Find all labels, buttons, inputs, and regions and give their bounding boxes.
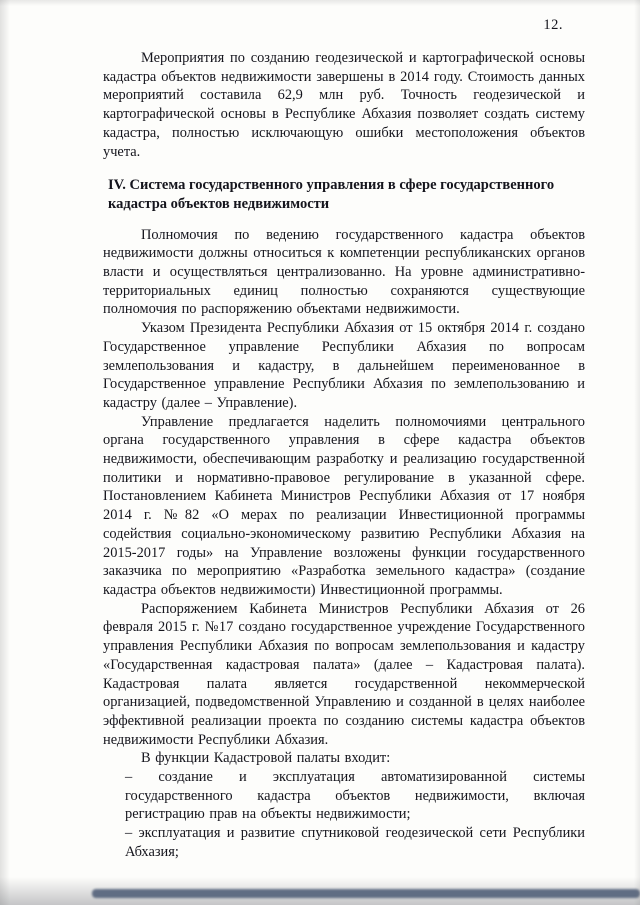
scan-edge-right <box>634 0 640 905</box>
paragraph-functions-intro: В функции Кадастровой палаты входит: <box>141 750 391 767</box>
section-heading-iv: IV. Система государственного управления в сфере государственного кадастра объектов недвижимости <box>108 177 555 212</box>
paragraph-geodesic-basis: Мероприятия по созданию геодезической и картографической основы кадастра объектов недвижимости завершены в 2014 году. Стоимость данных мероприятий составила 62,9 млн руб. Точность геодезической и картографической основы в Республике Абхазия позволяет создать систему кадастра, полностью исключающую ошибки местоположения объектов учета. <box>103 50 585 160</box>
paragraph-cadastral-chamber: Распоряжением Кабинета Министров Республики Абхазия от 26 февраля 2015 г. №17 создано государственное учреждение Государственного управления Республики Абхазия по вопросам землепользования и кадастру «Государственная кадастровая палата» (далее – Кадастровая палата). Кадастровая палата является государственной некоммерческой организацией, подведомственной Управлению и созданной в целях наиболее эффективной реализации проекта по созданию системы кадастра объектов недвижимости Республики Абхазия. <box>103 600 585 748</box>
page-content <box>103 49 585 862</box>
scan-edge-top <box>0 0 640 6</box>
paragraph-cadastre-powers: Полномочия по ведению государственного кадастра объектов недвижимости должны относиться к компетенции республиканских органов власти и осуществляться централизованно. На уровне административно-территориальных единиц полностью сохраняются существующие полномочия по распоряжению объектами недвижимости. <box>103 226 585 318</box>
page-number: 12. <box>543 17 563 33</box>
paragraph-president-decree: Указом Президента Республики Абхазия от 15 октября 2014 г. создано Государственное управление Республики Абхазия по вопросам землепользования и кадастру, в дальнейшем переименованное в Государственное управление Республики Абхазия по землепользованию и кадастру (далее – Управление). <box>103 320 585 411</box>
scan-edge-left <box>0 0 10 905</box>
scan-artifact-line <box>92 889 640 898</box>
list-item-satellite-geodesic-network: – эксплуатация и развитие спутниковой геодезической сети Республики Абхазия; <box>125 825 585 860</box>
list-item-automated-cadastre-system: – создание и эксплуатация автоматизированной системы государственного кадастра объектов недвижимости, включая регистрацию прав на объекты недвижимости; <box>125 769 585 823</box>
paragraph-upravlenie-role: Управление предлагается наделить полномочиями центрального органа государственного управления в сфере кадастра объектов недвижимости, обеспечивающим разработку и реализацию государственной политики и нормативно-правовое регулирование в указанной сфере. Постановлением Кабинета Министров Республики Абхазия от 17 ноября 2014 г. №82 «О мерах по реализации Инвестиционной программы содействия социально-экономическому развитию Республики Абхазия на 2015-2017 годы» на Управление возложены функции государственного заказчика по мероприятию «Разработка земельного кадастра» (создание кадастра объектов недвижимости) Инвестиционной программы. <box>103 413 585 598</box>
